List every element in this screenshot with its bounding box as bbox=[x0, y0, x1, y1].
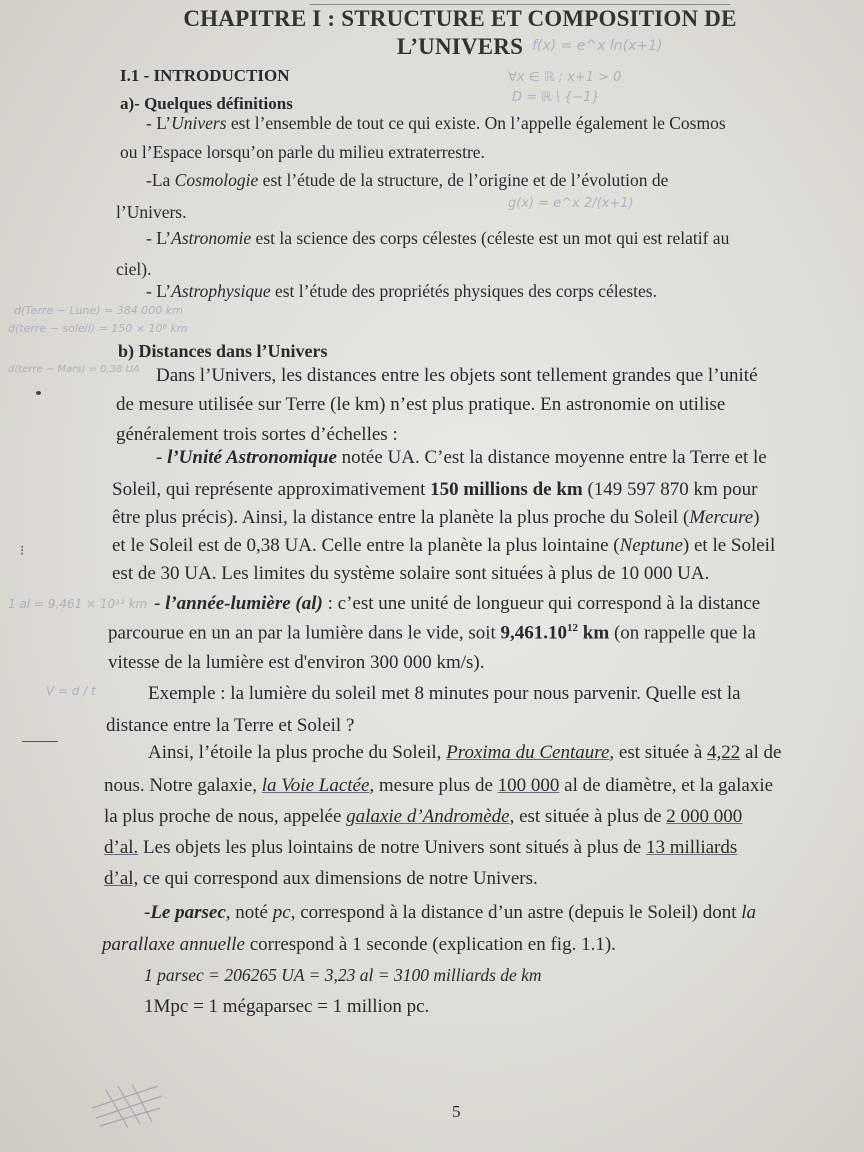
handwritten-note: D = ℝ \ {−1} bbox=[512, 90, 600, 105]
intro-line-1: Dans l’Univers, les distances entre les objets sont tellement grandes que l’unité bbox=[156, 365, 758, 386]
term-annee-lumiere: l’année-lumière (al) bbox=[165, 593, 323, 614]
handwritten-note: d(Terre − Lune) = 384 000 km bbox=[14, 304, 183, 317]
pencil-mark: ⁝ bbox=[20, 544, 25, 559]
handwritten-note: f(x) = e^x ln(x+1) bbox=[532, 38, 663, 54]
subsection-heading-b: b) Distances dans l’Univers bbox=[118, 341, 328, 361]
definition-univers: - L’Univers est l’ensemble de tout ce qui existe. On l’appelle également le Cosmos bbox=[146, 113, 726, 133]
term-cosmologie: Cosmologie bbox=[174, 170, 259, 190]
al-line-1: - l’année-lumière (al) : c’est une unité de longueur qui correspond à la distance bbox=[154, 593, 761, 614]
definition-astrophysique: - L’Astrophysique est l’étude des propriétés physiques des corps célestes. bbox=[146, 281, 657, 301]
ainsi-line-4: d’al. Les objets les plus lointains de notre Univers sont situés à plus de 13 milliards bbox=[104, 837, 738, 858]
term-astronomie: Astronomie bbox=[171, 228, 252, 248]
al-line-3: vitesse de la lumière est d'environ 300 000 km/s). bbox=[108, 652, 485, 673]
ainsi-line-1: Ainsi, l’étoile la plus proche du Soleil, Proxima du Centaure, est située à 4,22 al de bbox=[148, 742, 782, 763]
term-univers: Univers bbox=[171, 113, 227, 133]
definition-univers-cont: ou l’Espace lorsqu’on parle du milieu extraterrestre. bbox=[120, 142, 485, 162]
handwritten-note: 1 al = 9,461 × 10¹² km bbox=[8, 597, 148, 611]
handwritten-note: V = d / t bbox=[46, 684, 96, 698]
intro-line-3: généralement trois sortes d’échelles : bbox=[116, 424, 398, 445]
parsec-line-1: -Le parsec, noté pc, correspond à la distance d’un astre (depuis le Soleil) dont la bbox=[144, 902, 757, 923]
subsection-heading-a: a)- Quelques définitions bbox=[120, 94, 293, 113]
term-parsec: Le parsec bbox=[150, 902, 226, 923]
chapter-title-line-1: CHAPITRE I : STRUCTURE ET COMPOSITION DE bbox=[183, 6, 737, 31]
page-number: 5 bbox=[452, 1102, 461, 1121]
definition-cosmologie-cont: l’Univers. bbox=[116, 202, 187, 222]
definition-cosmologie: -La Cosmologie est l’étude de la structure, de l’origine et de l’évolution de bbox=[146, 170, 669, 190]
ainsi-line-5: d’al, ce qui correspond aux dimensions de notre Univers. bbox=[104, 868, 538, 889]
handwritten-note: ∀x ∈ ℝ ; x+1 > 0 bbox=[508, 70, 622, 85]
pencil-dash bbox=[22, 741, 58, 742]
ua-line-3: être plus précis). Ainsi, la distance entre la planète la plus proche du Soleil (Mercure) bbox=[112, 507, 760, 528]
ua-line-4: et le Soleil est de 0,38 UA. Celle entre la planète la plus lointaine (Neptune) et le Soleil bbox=[112, 535, 776, 556]
handwritten-note: g(x) = e^x 2/(x+1) bbox=[508, 196, 634, 211]
definition-astronomie-cont: ciel). bbox=[116, 259, 152, 279]
handwritten-note: d(terre − Mars) = 0,38 UA bbox=[8, 364, 140, 375]
al-line-2: parcourue en un an par la lumière dans le vide, soit 9,461.10$^{12}$ km (on rappelle que la bbox=[108, 622, 756, 644]
top-rule bbox=[310, 4, 730, 5]
handwritten-note: d(terre − soleil) = 150 × 10⁶ km bbox=[8, 322, 188, 335]
ua-line-5: est de 30 UA. Les limites du système solaire sont situées à plus de 10 000 UA. bbox=[112, 563, 710, 584]
exemple-line-1: Exemple : la lumière du soleil met 8 minutes pour nous parvenir. Quelle est la bbox=[148, 683, 741, 704]
term-unite-astronomique: l’Unité Astronomique bbox=[167, 447, 337, 468]
definition-astronomie: - L’Astronomie est la science des corps célestes (céleste est un mot qui est relatif au bbox=[146, 228, 730, 248]
section-heading: I.1 - INTRODUCTION bbox=[120, 66, 290, 85]
chapter-title-line-2: L’UNIVERS bbox=[396, 34, 524, 59]
parsec-line-2: parallaxe annuelle correspond à 1 seconde (explication en fig. 1.1). bbox=[102, 934, 616, 955]
pencil-mark bbox=[36, 391, 41, 395]
parsec-formula: 1 parsec = 206265 UA = 3,23 al = 3100 milliards de km bbox=[144, 965, 542, 985]
exemple-line-2: distance entre la Terre et Soleil ? bbox=[106, 715, 355, 736]
term-astrophysique: Astrophysique bbox=[171, 281, 271, 301]
intro-line-2: de mesure utilisée sur Terre (le km) n’est plus pratique. En astronomie on utilise bbox=[116, 394, 726, 415]
ua-line-2: Soleil, qui représente approximativement 150 millions de km (149 597 870 km pour bbox=[112, 479, 758, 500]
ainsi-line-3: la plus proche de nous, appelée galaxie d’Andromède, est située à plus de 2 000 000 bbox=[104, 806, 743, 827]
pencil-scribble bbox=[88, 1078, 168, 1132]
ua-line-1: - l’Unité Astronomique notée UA. C’est la distance moyenne entre la Terre et le bbox=[156, 447, 767, 468]
megaparsec-formula: 1Mpc = 1 mégaparsec = 1 million pc. bbox=[144, 996, 430, 1017]
ainsi-line-2: nous. Notre galaxie, la Voie Lactée, mesure plus de 100 000 al de diamètre, et la galaxie bbox=[104, 775, 774, 796]
